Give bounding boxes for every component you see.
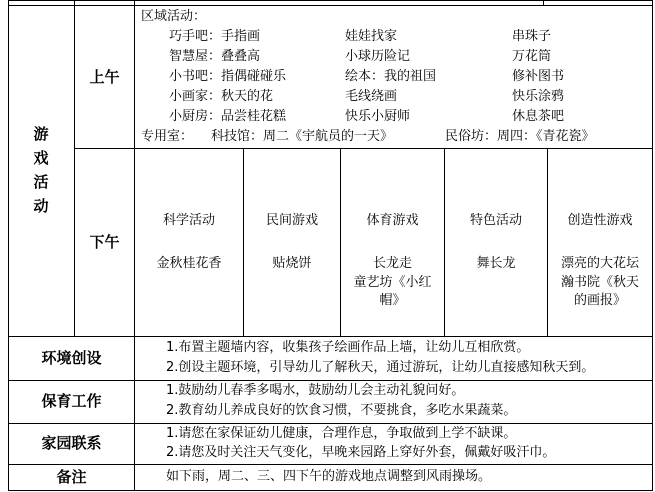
grid-line [8, 380, 653, 381]
afternoon-category: 民间游戏 [265, 213, 318, 228]
afternoon-activity: 童艺坊《小红 [353, 275, 432, 290]
area-item: 巧手吧：手指画 [169, 29, 261, 44]
area-item: 绘本：我的祖国 [345, 69, 437, 84]
area-item: 快乐小厨师 [345, 109, 411, 124]
afternoon-category: 科学活动 [162, 213, 215, 228]
afternoon-category: 特色活动 [469, 213, 522, 228]
area-item: 休息茶吧 [512, 109, 565, 124]
area-item: 小厨房：品尝桂花糕 [169, 109, 287, 124]
grid-line [74, 148, 653, 149]
afternoon-category: 创造性游戏 [567, 213, 633, 228]
grid-line [8, 0, 653, 1]
grid-line [8, 0, 9, 491]
grid-line [8, 336, 653, 337]
section-line: 如下雨，周二、三、四下午的游戏地点调整到风雨操场。 [166, 469, 492, 484]
title-char: 活 [33, 173, 49, 191]
section-label-care: 保育工作 [41, 392, 102, 410]
section-line: 1.请您在家保证幼儿健康，合理作息，争取做到上学不缺课。 [166, 426, 517, 441]
afternoon-activity: 长龙走 [372, 256, 412, 271]
afternoon-activity: 贴烧饼 [272, 256, 312, 271]
special-room-item: 民俗坊：周四：《青花瓷》 [445, 129, 595, 144]
grid-line [243, 148, 244, 337]
section-line: 2.教育幼儿养成良好的饮食习惯，不要挑食，多吃水果蔬菜。 [166, 403, 517, 418]
grid-line [8, 464, 653, 465]
grid-line [652, 0, 653, 491]
afternoon-activity: 帽》 [379, 293, 406, 308]
afternoon-label: 下午 [89, 233, 120, 251]
section-line: 2.请您及时关注天气变化，早晚来园路上穿好外套，佩戴好吸汗巾。 [166, 445, 556, 460]
game-activities-title [31, 122, 51, 218]
area-item: 小画家：秋天的花 [169, 89, 274, 104]
area-item: 快乐涂鸦 [512, 89, 565, 104]
grid-line [8, 490, 653, 491]
section-line: 1.鼓励幼儿春季多喝水，鼓励幼儿会主动礼貌问好。 [166, 383, 465, 398]
title-char: 动 [33, 197, 49, 215]
area-heading: 区域活动： [141, 9, 207, 24]
afternoon-activity: 的画报》 [573, 293, 626, 308]
grid-line [8, 423, 653, 424]
title-char: 戏 [33, 149, 49, 167]
area-item: 万花筒 [512, 49, 552, 64]
area-item: 小书吧：指偶碰碰乐 [169, 69, 287, 84]
grid-line [8, 5, 653, 6]
special-room-item: 科技馆：周二《宇航员的一天》 [211, 129, 394, 144]
afternoon-activity: 金秋桂花香 [156, 256, 222, 271]
section-label-environment: 环境创设 [41, 349, 102, 367]
section-line: 2.创设主题环境，引导幼儿了解秋天，通过游玩，让幼儿直接感知秋天到。 [166, 360, 595, 375]
afternoon-activity: 舞长龙 [476, 256, 516, 271]
section-label-home-school: 家园联系 [41, 434, 102, 452]
section-label-remarks: 备注 [56, 468, 87, 486]
grid-line [543, 0, 544, 5]
grid-line [74, 0, 75, 337]
morning-label: 上午 [89, 68, 120, 86]
area-item: 毛线绕画 [345, 89, 398, 104]
grid-line [444, 148, 445, 337]
area-item: 小球历险记 [345, 49, 411, 64]
area-item: 智慧屋：叠叠高 [169, 49, 261, 64]
area-item: 修补图书 [512, 69, 565, 84]
area-item: 娃娃找家 [345, 29, 398, 44]
afternoon-activity: 瀚书院《秋天 [560, 275, 639, 290]
title-char: 游 [33, 125, 49, 143]
grid-line [134, 0, 135, 491]
afternoon-activity: 漂亮的大花坛 [560, 256, 639, 271]
special-room-label: 专用室： [141, 129, 194, 144]
section-line: 1.布置主题墙内容，收集孩子绘画作品上墙，让幼儿互相欣赏。 [166, 340, 530, 355]
area-item: 串珠子 [512, 29, 552, 44]
afternoon-category: 体育游戏 [366, 213, 419, 228]
